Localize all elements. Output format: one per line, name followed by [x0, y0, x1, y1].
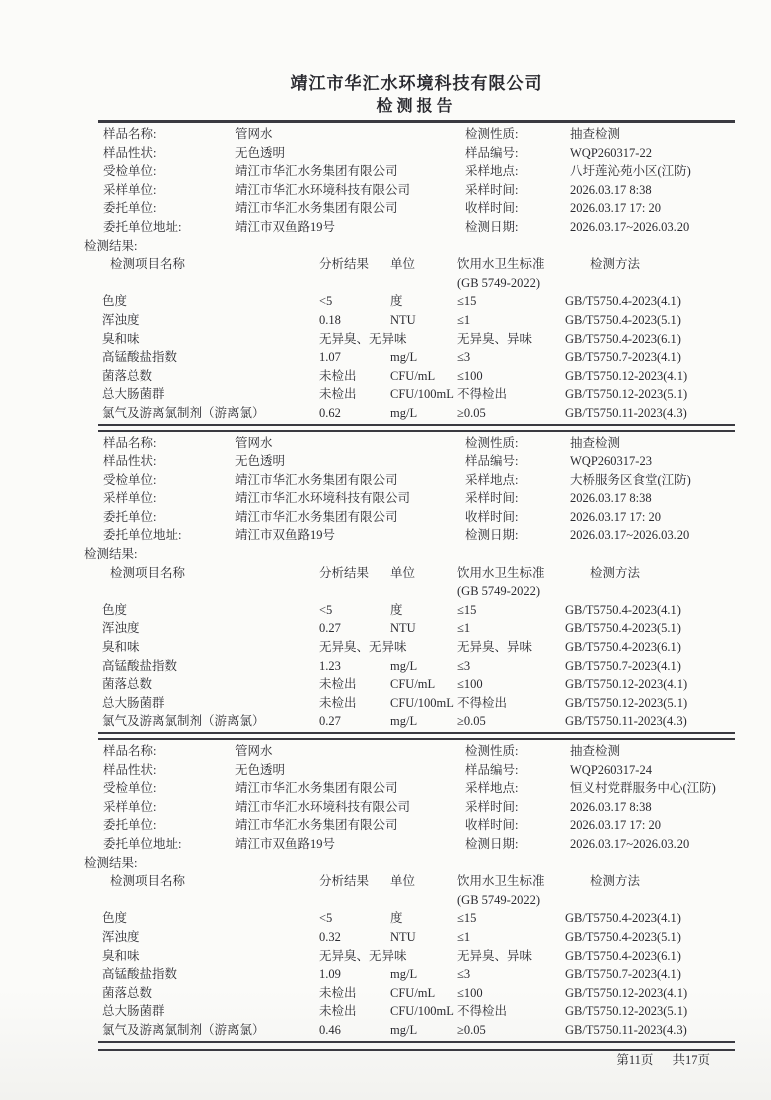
- cell-method: GB/T5750.11-2023(4.3): [565, 714, 687, 729]
- cell-standard: 无异臭、异味: [457, 948, 533, 963]
- cell-unit: [390, 947, 457, 966]
- cell-standard: ≤100: [457, 368, 483, 383]
- cell-method: GB/T5750.4-2023(5.1): [565, 312, 681, 327]
- column-header-item: 检测项目名称: [110, 874, 186, 889]
- column-header-method: 检测方法: [590, 565, 641, 580]
- info-value-sample-state: 无色透明: [235, 145, 286, 160]
- column-header-method: 检测方法: [590, 257, 641, 272]
- table-row: [98, 675, 735, 694]
- column-header-result: 分析结果: [319, 565, 370, 580]
- info-value-client-address: 靖江市双鱼路19号: [235, 528, 336, 543]
- cell-standard: 无异臭、异味: [457, 331, 533, 346]
- cell-item: 总大肠菌群: [102, 1004, 165, 1019]
- table-row: [98, 638, 735, 657]
- column-header-result: 分析结果: [319, 874, 370, 889]
- info-label-sample-name: 样品名称:: [103, 127, 157, 141]
- table-bottom-rule: [98, 424, 735, 426]
- cell-item: 氯气及游离氯制剂（游离氯）: [102, 405, 265, 420]
- cell-item: 菌落总数: [102, 368, 153, 383]
- info-value-sampling-site: 八圩莲沁苑小区(江防): [570, 164, 691, 179]
- cell-item: 氯气及游离氯制剂（游离氯）: [102, 1022, 265, 1037]
- info-value-inspected-unit: 靖江市华汇水务集团有限公司: [235, 164, 398, 179]
- results-body: [98, 292, 735, 422]
- cell-standard: ≤1: [457, 312, 471, 327]
- cell-method: GB/T5750.7-2023(4.1): [565, 967, 681, 982]
- info-label-inspected-unit: 受检单位:: [103, 472, 157, 487]
- cell-unit: mg/L: [390, 967, 418, 982]
- column-header-standard-line1: 饮用水卫生标准: [457, 257, 545, 272]
- cell-result: 未检出: [319, 677, 357, 692]
- cell-method: GB/T5750.12-2023(4.1): [565, 985, 688, 1000]
- info-label-client-address: 委托单位地址:: [103, 836, 182, 851]
- table-row: [98, 1002, 735, 1021]
- cell-standard: ≤15: [457, 602, 477, 617]
- cell-unit: mg/L: [390, 405, 418, 420]
- column-header-standard-line2: (GB 5749-2022): [457, 275, 540, 290]
- info-label-sample-no: 样品编号:: [465, 762, 519, 777]
- column-header-standard-line1: 饮用水卫生标准: [457, 565, 545, 580]
- info-value-inspected-unit: 靖江市华汇水务集团有限公司: [235, 781, 398, 796]
- cell-result: 1.23: [319, 658, 341, 673]
- cell-standard: ≤1: [457, 621, 471, 636]
- info-value-test-date: 2026.03.17~2026.03.20: [570, 219, 690, 234]
- cell-unit: NTU: [390, 621, 416, 636]
- cell-method: GB/T5750.7-2023(4.1): [565, 350, 681, 365]
- footer-page-number: 第11页: [616, 1052, 654, 1067]
- info-label-inspected-unit: 受检单位:: [103, 781, 157, 796]
- cell-method: GB/T5750.11-2023(4.3): [565, 1022, 687, 1037]
- info-value-sampling-time: 2026.03.17 8:38: [570, 182, 652, 197]
- cell-unit: CFU/100mL: [390, 1004, 454, 1019]
- info-value-receive-time: 2026.03.17 17: 20: [570, 509, 661, 524]
- info-label-sample-name: 样品名称:: [103, 744, 157, 758]
- table-row: [98, 330, 735, 349]
- cell-standard: ≤15: [457, 294, 477, 309]
- info-value-sampling-site: 大桥服务区食堂(江防): [570, 472, 691, 487]
- report-content: [84, 0, 735, 1069]
- cell-unit: CFU/mL: [390, 368, 436, 383]
- info-value-client-unit: 靖江市华汇水务集团有限公司: [235, 818, 398, 833]
- info-value-sample-state: 无色透明: [235, 762, 286, 777]
- cell-result: 未检出: [319, 387, 357, 402]
- cell-result: 0.18: [319, 312, 341, 327]
- cell-result: 未检出: [319, 1004, 357, 1019]
- cell-result: 0.62: [319, 405, 341, 420]
- column-header-unit: 单位: [390, 565, 416, 580]
- cell-unit: mg/L: [390, 1022, 418, 1037]
- cell-standard: 无异臭、异味: [457, 640, 533, 655]
- column-header-standard-line2: (GB 5749-2022): [457, 584, 540, 599]
- info-value-receive-time: 2026.03.17 17: 20: [570, 201, 661, 216]
- cell-result: 未检出: [319, 368, 357, 383]
- info-label-test-nature: 检测性质:: [465, 435, 519, 450]
- cell-item: 总大肠菌群: [102, 695, 165, 710]
- cell-item: 高锰酸盐指数: [102, 350, 178, 365]
- cell-unit: 度: [390, 911, 403, 926]
- cell-item: 色度: [102, 294, 128, 309]
- cell-item: 氯气及游离氯制剂（游离氯）: [102, 714, 265, 729]
- table-row: [98, 947, 735, 966]
- column-header-standard: [457, 255, 565, 292]
- cell-unit: CFU/mL: [390, 985, 436, 1000]
- table-row: [98, 965, 735, 984]
- table-row: [98, 292, 735, 311]
- info-label-sampling-unit: 采样单位:: [103, 491, 157, 506]
- info-label-sample-no: 样品编号:: [465, 145, 519, 160]
- cell-result: 0.46: [319, 1022, 341, 1037]
- table-bottom-rule: [98, 732, 735, 734]
- cell-item: 臭和味: [102, 948, 140, 963]
- cell-standard: ≥0.05: [457, 405, 486, 420]
- info-label-receive-time: 收样时间:: [465, 818, 519, 833]
- info-label-inspected-unit: 受检单位:: [103, 164, 157, 179]
- table-bottom-rule: [98, 1041, 735, 1043]
- cell-unit: 度: [390, 602, 403, 617]
- column-header-item: 检测项目名称: [110, 257, 186, 272]
- cell-result: <5: [319, 602, 333, 617]
- info-label-test-date: 检测日期:: [465, 528, 519, 543]
- info-label-sampling-time: 采样时间:: [465, 799, 519, 814]
- info-value-sampling-site: 恒义村党群服务中心(江防): [570, 781, 716, 796]
- results-body: [98, 909, 735, 1039]
- table-row: [98, 1021, 735, 1040]
- info-value-sample-state: 无色透明: [235, 454, 286, 469]
- info-label-test-date: 检测日期:: [465, 836, 519, 851]
- sample-info: [98, 742, 735, 854]
- info-value-sampling-unit: 靖江市华汇水环境科技有限公司: [235, 182, 411, 197]
- cell-result: 0.27: [319, 714, 341, 729]
- cell-item: 色度: [102, 911, 128, 926]
- cell-item: 浑浊度: [102, 312, 140, 327]
- info-label-sampling-site: 采样地点:: [465, 164, 519, 179]
- info-value-client-address: 靖江市双鱼路19号: [235, 836, 336, 851]
- results-table-header: [98, 255, 735, 292]
- cell-unit: CFU/100mL: [390, 387, 454, 402]
- cell-method: GB/T5750.7-2023(4.1): [565, 658, 681, 673]
- cell-unit: [390, 638, 457, 657]
- table-row: [98, 694, 735, 713]
- info-label-sampling-time: 采样时间:: [465, 182, 519, 197]
- info-label-receive-time: 收样时间:: [465, 509, 519, 524]
- cell-standard: ≤3: [457, 658, 471, 673]
- table-row: [98, 385, 735, 404]
- column-header-unit: 单位: [390, 257, 416, 272]
- info-value-test-nature: 抽查检测: [570, 127, 621, 141]
- column-header-standard: [457, 564, 565, 601]
- results-body: [98, 601, 735, 731]
- info-value-sample-name: 管网水: [235, 127, 273, 141]
- cell-method: GB/T5750.11-2023(4.3): [565, 405, 687, 420]
- table-row: [98, 712, 735, 731]
- info-label-sampling-site: 采样地点:: [465, 472, 519, 487]
- sample-section: [84, 430, 735, 735]
- column-header-standard: [457, 872, 565, 909]
- cell-method: GB/T5750.4-2023(5.1): [565, 929, 681, 944]
- cell-result: 1.07: [319, 350, 341, 365]
- table-row: [98, 367, 735, 386]
- cell-standard: ≥0.05: [457, 714, 486, 729]
- results-table-header: [98, 872, 735, 909]
- cell-unit: CFU/mL: [390, 677, 436, 692]
- info-label-sample-no: 样品编号:: [465, 454, 519, 469]
- cell-item: 色度: [102, 602, 128, 617]
- info-label-sample-name: 样品名称:: [103, 435, 157, 450]
- cell-item: 菌落总数: [102, 985, 153, 1000]
- cell-result: 1.09: [319, 967, 341, 982]
- table-row: [98, 601, 735, 620]
- cell-unit: [390, 330, 457, 349]
- cell-standard: 不得检出: [457, 387, 508, 402]
- cell-unit: 度: [390, 294, 403, 309]
- info-value-sample-name: 管网水: [235, 744, 273, 758]
- info-label-sampling-unit: 采样单位:: [103, 182, 157, 197]
- cell-standard: ≤100: [457, 677, 483, 692]
- info-label-test-date: 检测日期:: [465, 219, 519, 234]
- cell-result: 未检出: [319, 695, 357, 710]
- cell-result: 0.27: [319, 621, 341, 636]
- column-header-standard-line2: (GB 5749-2022): [457, 892, 540, 907]
- cell-standard: ≤3: [457, 350, 471, 365]
- footer: [98, 1051, 735, 1070]
- sample-section: [84, 738, 735, 1043]
- info-label-client-unit: 委托单位:: [103, 818, 157, 833]
- info-label-client-unit: 委托单位:: [103, 201, 157, 216]
- cell-method: GB/T5750.12-2023(5.1): [565, 1004, 688, 1019]
- results-label: 检测结果:: [84, 238, 138, 253]
- table-row: [98, 657, 735, 676]
- cell-standard: 不得检出: [457, 695, 508, 710]
- info-value-test-date: 2026.03.17~2026.03.20: [570, 836, 690, 851]
- cell-item: 总大肠菌群: [102, 387, 165, 402]
- table-row: [98, 909, 735, 928]
- cell-standard: ≤15: [457, 911, 477, 926]
- cell-result: <5: [319, 911, 333, 926]
- cell-item: 浑浊度: [102, 621, 140, 636]
- info-value-sample-no: WQP260317-22: [570, 145, 652, 160]
- table-row: [98, 928, 735, 947]
- cell-method: GB/T5750.4-2023(5.1): [565, 621, 681, 636]
- cell-item: 臭和味: [102, 640, 140, 655]
- info-value-test-date: 2026.03.17~2026.03.20: [570, 528, 690, 543]
- cell-unit: mg/L: [390, 714, 418, 729]
- table-row: [98, 984, 735, 1003]
- column-header-result: 分析结果: [319, 257, 370, 272]
- info-value-sample-name: 管网水: [235, 435, 273, 450]
- section-top-rule: [98, 430, 735, 432]
- cell-standard: ≥0.05: [457, 1022, 486, 1037]
- cell-method: GB/T5750.4-2023(4.1): [565, 602, 681, 617]
- cell-method: GB/T5750.12-2023(5.1): [565, 387, 688, 402]
- header-divider: [98, 120, 735, 123]
- cell-standard: 不得检出: [457, 1004, 508, 1019]
- results-label: 检测结果:: [84, 855, 138, 870]
- info-label-receive-time: 收样时间:: [465, 201, 519, 216]
- info-label-client-unit: 委托单位:: [103, 509, 157, 524]
- results-table-header: [98, 564, 735, 601]
- column-header-item: 检测项目名称: [110, 565, 186, 580]
- info-label-test-nature: 检测性质:: [465, 744, 519, 758]
- cell-item: 臭和味: [102, 331, 140, 346]
- sample-section: [84, 125, 735, 426]
- sections: [84, 125, 735, 1043]
- cell-result: 未检出: [319, 985, 357, 1000]
- column-header-unit: 单位: [390, 874, 416, 889]
- info-value-sample-no: WQP260317-23: [570, 454, 652, 469]
- table-row: [98, 619, 735, 638]
- cell-unit: NTU: [390, 929, 416, 944]
- cell-unit: mg/L: [390, 350, 418, 365]
- cell-item: 浑浊度: [102, 929, 140, 944]
- cell-method: GB/T5750.4-2023(4.1): [565, 294, 681, 309]
- cell-standard: ≤100: [457, 985, 483, 1000]
- cell-item: 菌落总数: [102, 677, 153, 692]
- cell-result: 0.32: [319, 929, 341, 944]
- footer-total-pages: 共17页: [672, 1052, 710, 1067]
- column-header-standard-line1: 饮用水卫生标准: [457, 874, 545, 889]
- info-label-sampling-site: 采样地点:: [465, 781, 519, 796]
- info-label-sample-state: 样品性状:: [103, 145, 157, 160]
- cell-item: 高锰酸盐指数: [102, 658, 178, 673]
- info-value-client-address: 靖江市双鱼路19号: [235, 219, 336, 234]
- results-label: 检测结果:: [84, 547, 138, 562]
- cell-method: GB/T5750.4-2023(6.1): [565, 948, 681, 963]
- info-label-test-nature: 检测性质:: [465, 127, 519, 141]
- cell-method: GB/T5750.4-2023(6.1): [565, 331, 681, 346]
- info-value-sampling-unit: 靖江市华汇水环境科技有限公司: [235, 799, 411, 814]
- cell-result: <5: [319, 294, 333, 309]
- info-value-sample-no: WQP260317-24: [570, 762, 652, 777]
- report-subtitle: 检测报告: [376, 98, 457, 115]
- info-value-client-unit: 靖江市华汇水务集团有限公司: [235, 201, 398, 216]
- column-header-method: 检测方法: [590, 874, 641, 889]
- cell-method: GB/T5750.12-2023(4.1): [565, 677, 688, 692]
- info-value-test-nature: 抽查检测: [570, 435, 621, 450]
- info-value-sampling-unit: 靖江市华汇水环境科技有限公司: [235, 491, 411, 506]
- page-title: 靖江市华汇水环境科技有限公司: [290, 74, 543, 93]
- info-value-inspected-unit: 靖江市华汇水务集团有限公司: [235, 472, 398, 487]
- sample-info: [98, 434, 735, 546]
- table-row: [98, 311, 735, 330]
- info-value-sampling-time: 2026.03.17 8:38: [570, 799, 652, 814]
- cell-method: GB/T5750.12-2023(5.1): [565, 695, 688, 710]
- cell-method: GB/T5750.4-2023(4.1): [565, 911, 681, 926]
- cell-result: 无异臭、无异味: [319, 948, 407, 963]
- info-label-client-address: 委托单位地址:: [103, 219, 182, 234]
- cell-unit: NTU: [390, 312, 416, 327]
- table-row: [98, 404, 735, 423]
- cell-standard: ≤3: [457, 967, 471, 982]
- cell-method: GB/T5750.4-2023(6.1): [565, 640, 681, 655]
- info-label-sampling-time: 采样时间:: [465, 491, 519, 506]
- info-label-sample-state: 样品性状:: [103, 454, 157, 469]
- info-label-sample-state: 样品性状:: [103, 762, 157, 777]
- cell-result: 无异臭、无异味: [319, 640, 407, 655]
- info-value-receive-time: 2026.03.17 17: 20: [570, 818, 661, 833]
- table-row: [98, 348, 735, 367]
- info-value-client-unit: 靖江市华汇水务集团有限公司: [235, 509, 398, 524]
- cell-unit: mg/L: [390, 658, 418, 673]
- cell-result: 无异臭、无异味: [319, 331, 407, 346]
- info-label-client-address: 委托单位地址:: [103, 528, 182, 543]
- info-value-sampling-time: 2026.03.17 8:38: [570, 491, 652, 506]
- info-label-sampling-unit: 采样单位:: [103, 799, 157, 814]
- section-top-rule: [98, 738, 735, 740]
- info-value-test-nature: 抽查检测: [570, 744, 621, 758]
- cell-item: 高锰酸盐指数: [102, 967, 178, 982]
- cell-standard: ≤1: [457, 929, 471, 944]
- cell-method: GB/T5750.12-2023(4.1): [565, 368, 688, 383]
- sample-info: [98, 125, 735, 237]
- cell-unit: CFU/100mL: [390, 695, 454, 710]
